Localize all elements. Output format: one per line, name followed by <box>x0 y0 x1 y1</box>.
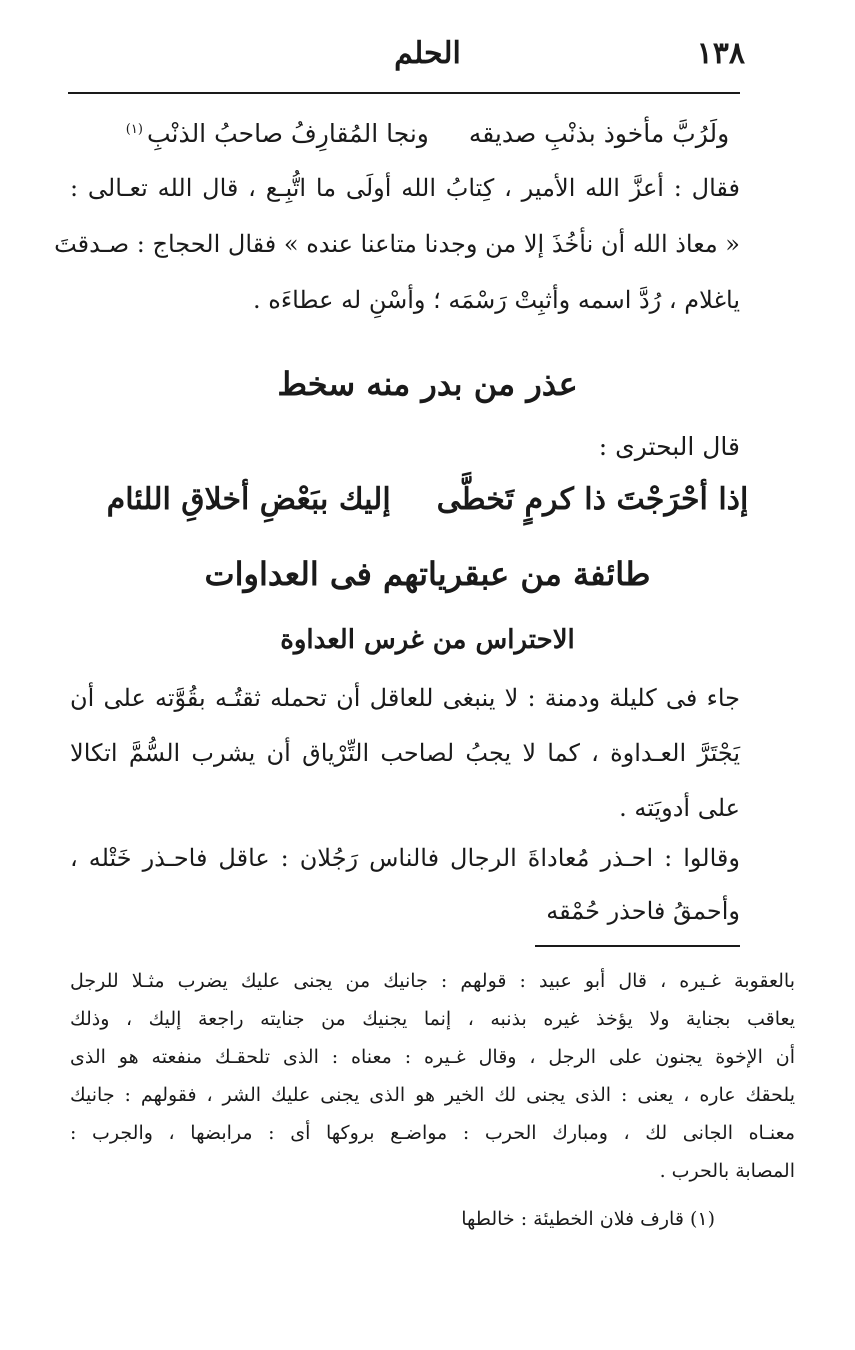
verse-1-hemistich-2 <box>126 116 429 151</box>
body-line: ياغلام ، رُدَّ اسمه وأثبِتْ رَسْمَه ؛ وأسْنِ له عطاءَه . <box>253 286 740 314</box>
footnote-1: (١) قارف فلان الخطيئة : خالطها <box>461 1208 715 1230</box>
header-rule <box>68 92 740 94</box>
footnote-line: يعاقب بجناية ولا يؤخذ غيره بذنبه ، إنما يجنيك من جنايته راجعة إليك ، وذلك <box>70 1008 795 1030</box>
footnote-line: معنـاه الجانى لك ، ومبارك الحرب : مواضـع بروكها أى : مرابضها ، والجرب : <box>70 1122 795 1144</box>
verse-1-hemistich-2-text: ونجا المُقارِفُ صاحبُ الذنْبِ <box>146 119 429 148</box>
subsection-title: الاحتراس من غرس العداوة <box>280 625 575 655</box>
body-line: وأحمقُ فاحذر حُمْقه <box>546 897 740 925</box>
body-line: يَجْتَرَّ العـداوة ، كما لا يجبُ لصاحب التِّرْياق أن يشرب السُّمَّ اتكالا <box>70 739 740 767</box>
section-title-excuse: عذر من بدر منه سخط <box>277 365 578 403</box>
verse-2-hemistich-1: إذا أحْرَجْتَ ذا كرمٍ تَخطَّى <box>436 482 749 517</box>
body-line: على أدويَته . <box>619 794 740 822</box>
verse-2-hemistich-2: إليك ببَعْضِ أخلاقِ اللئام <box>106 482 391 517</box>
footnote-marker: (١) <box>125 121 143 137</box>
body-line: وقالوا : احـذر مُعاداةَ الرجال فالناس رَجُلان : عاقل فاحـذر خَتْله ، <box>70 844 740 872</box>
page-number: ١٣٨ <box>696 36 745 71</box>
poet-intro: قال البحترى : <box>598 432 740 461</box>
verse-1 <box>0 116 855 151</box>
verse-1-hemistich-1: ولَرُبَّ مأخوذ بذنْبِ صديقه <box>468 119 730 148</box>
section-title-enmities: طائفة من عبقرياتهم فى العداوات <box>204 555 651 593</box>
footnote-rule <box>535 945 740 947</box>
footnote-line: بالعقوبة غـيره ، قال أبو عبيد : قولهم : جانيك من يجنى عليك يضرب مثـلا للرجل <box>70 970 795 992</box>
verse-2 <box>0 482 855 517</box>
body-line: « معاذ الله أن نأخُذَ إلا من وجدنا متاعنا عنده » فقال الحجاج : صـدقتَ <box>54 230 740 258</box>
body-line: جاء فى كليلة ودمنة : لا ينبغى للعاقل أن تحمله ثقتُـه بقُوَّته على أن <box>70 684 740 712</box>
footnote-line: يلحقك عاره ، يعنى : الذى يجنى لك الخير هو الذى يجنى عليك الشر ، فقولهم : جانيك <box>70 1084 795 1106</box>
body-line: فقال : أعزَّ الله الأمير ، كِتابُ الله أولَى ما اتُّبِـع ، قال الله تعـالى : <box>70 174 740 202</box>
footnote-line: المصابة بالحرب . <box>659 1160 795 1182</box>
running-title: الحلم <box>394 36 461 71</box>
footnote-line: أن الإخوة يجنون على الرجل ، وقال غـيره : معناه : الذى تلحقـك منفعته هو الذى <box>70 1046 795 1068</box>
